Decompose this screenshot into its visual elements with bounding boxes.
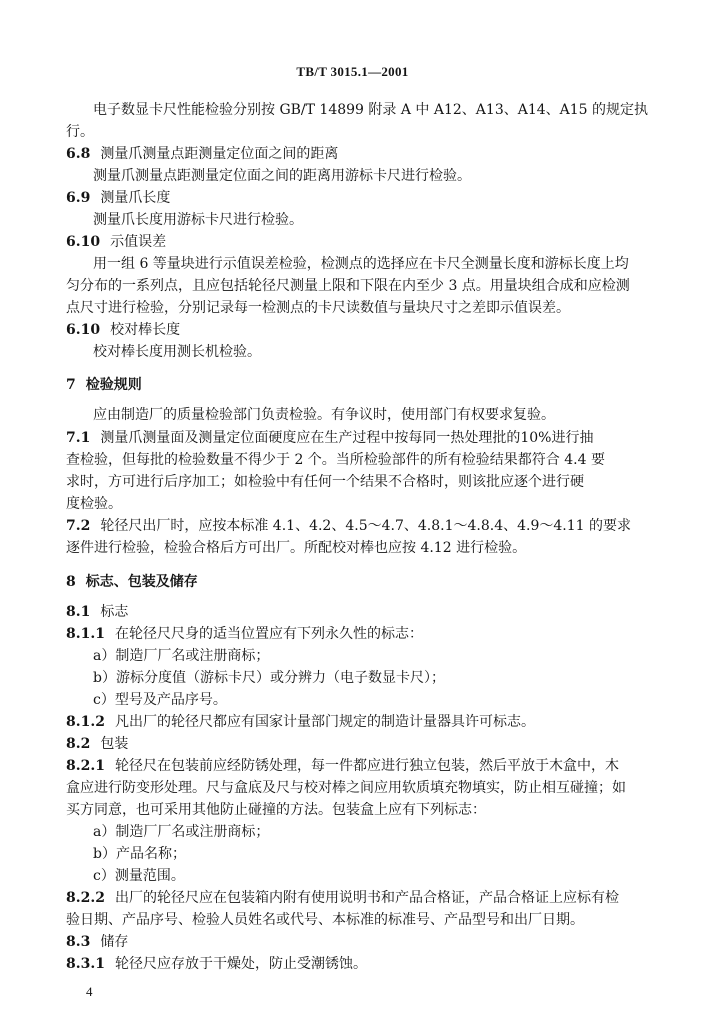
page-header: TB/T 3015.1—2001 [296, 64, 409, 79]
body-text-line: 测量爪测量点距测量定位面之间的距离用游标卡尺进行检验。 [93, 168, 471, 184]
list-item: b）游标分度值（游标卡尺）或分辨力（电子数显卡尺）； [93, 670, 445, 686]
clause-8-1-2: 8.1.2 凡出厂的轮径尺都应有国家计量部门规定的制造计量器具许可标志。 [66, 714, 535, 730]
body-text-line: 买方同意，也可采用其他防止碰撞的方法。包装盒上应有下列标志： [66, 802, 486, 818]
body-text-line: 度检验。 [66, 496, 122, 512]
list-item: a）制造厂厂名或注册商标； [93, 824, 270, 840]
body-text-line: 逐件进行检验，检验合格后方可出厂。所配校对棒也应按 4.12 进行检验。 [66, 540, 527, 556]
list-item: a）制造厂厂名或注册商标； [93, 648, 270, 664]
list-item: b）产品名称； [93, 846, 186, 862]
section-heading-8-3: 8.3 储存 [66, 934, 129, 950]
body-text-line: 应由制造厂的质量检验部门负责检验。有争议时，使用部门有权要求复验。 [93, 407, 555, 423]
clause-8-3-1: 8.3.1 轮径尺应存放于干燥处，防止受潮锈蚀。 [66, 956, 367, 972]
body-text-line: 行。 [66, 124, 94, 140]
section-heading-6-8: 6.8 测量爪测量点距测量定位面之间的距离 [66, 146, 339, 162]
body-text-line: 用一组 6 等量块进行示值误差检验，检测点的选择应在卡尺全测量长度和游标长度上均 [93, 256, 629, 272]
clause-8-2-2: 8.2.2 出厂的轮径尺应在包装箱内附有使用说明书和产品合格证，产品合格证上应标有检 [66, 890, 619, 906]
section-heading-8-2: 8.2 包装 [66, 736, 129, 752]
section-heading-8: 8 标志、包装及储存 [66, 574, 198, 590]
body-text-line: 测量爪长度用游标卡尺进行检验。 [93, 212, 303, 228]
clause-8-1-1: 8.1.1 在轮径尺尺身的适当位置应有下列永久性的标志： [66, 626, 423, 642]
section-heading-8-1: 8.1 标志 [66, 604, 129, 620]
body-text-line: 校对棒长度用测长机检验。 [93, 344, 261, 360]
body-text-line: 盒应进行防变形处理。尺与盒底及尺与校对棒之间应用软质填充物填实，防止相互碰撞；如 [66, 780, 626, 796]
clause-7-1: 7.1 测量爪测量面及测量定位面硬度应在生产过程中按每同一热处理批的10%进行抽 [66, 430, 594, 446]
body-text-line: 查检验，但每批的检验数量不得少于 2 个。当所检验部件的所有检验结果都符合 4.4 要 [66, 452, 605, 468]
body-text-line: 匀分布的一系列点，且应包括轮径尺测量上限和下限在内至少 3 点。用量块组合成和应检测 [66, 278, 630, 294]
body-text-line: 验日期、产品序号、检验人员姓名或代号、本标准的标准号、产品型号和出厂日期。 [66, 912, 584, 928]
section-heading-6-10: 6.10 示值误差 [66, 234, 167, 250]
body-text-line: 点尺寸进行检验，分别记录每一检测点的卡尺读数值与量块尺寸之差即示值误差。 [66, 300, 570, 316]
section-heading-6-10b: 6.10 校对棒长度 [66, 322, 181, 338]
list-item: c）型号及产品序号。 [93, 692, 227, 708]
section-heading-7: 7 检验规则 [66, 377, 142, 393]
body-text-line: 电子数显卡尺性能检验分别按 GB/T 14899 附录 A 中 A12、A13、A14、A15 的规定执 [93, 102, 649, 118]
body-text-line: 求时，方可进行后序加工；如检验中有任何一个结果不合格时，则该批应逐个进行硬 [66, 474, 584, 490]
list-item: c）测量范围。 [93, 868, 185, 884]
page-number: 4 [86, 984, 93, 999]
section-heading-6-9: 6.9 测量爪长度 [66, 190, 171, 206]
clause-8-2-1: 8.2.1 轮径尺在包装前应经防锈处理，每一件都应进行独立包装，然后平放于木盒中，木 [66, 758, 619, 774]
clause-7-2: 7.2 轮径尺出厂时，应按本标准 4.1、4.2、4.5～4.7、4.8.1～4.8.4、4.9～4.11 的要求 [66, 518, 631, 534]
